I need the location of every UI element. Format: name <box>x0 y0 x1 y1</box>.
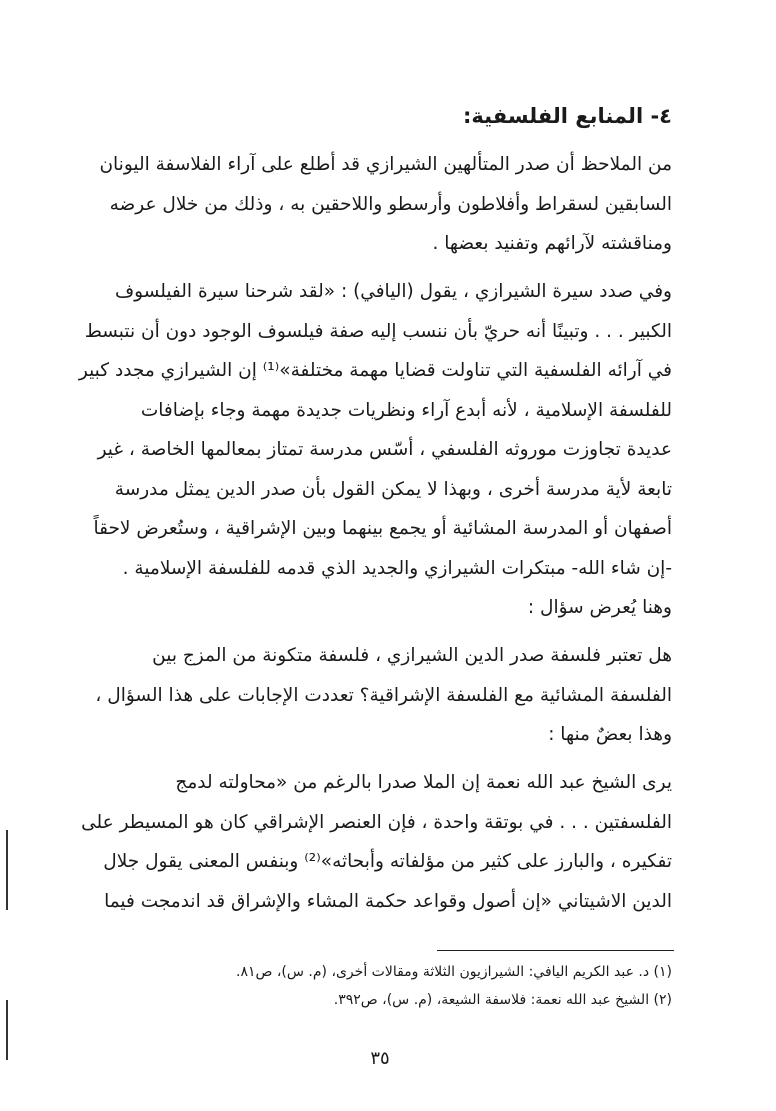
text-line: من الملاحظ أن صدر المتألهين الشيرازي قد أطلع على آراء الفلاسفة اليونان <box>99 154 672 175</box>
footnote-divider <box>437 950 674 951</box>
footnote-1: (١) د. عبد الكريم اليافي: الشيرازيون الثلاثة ومقالات أخرى، (م. س)، ص٨١. <box>236 964 672 980</box>
text-line: في آرائه الفلسفية التي تناولت قضايا مهمة مختلفة»⁽¹⁾ إن الشيرازي مجدد كبير <box>78 360 672 381</box>
text-line: ومناقشته لآرائهم وتفنيد بعضها . <box>432 233 672 254</box>
text-line: وهذا بعضٌ منها : <box>548 724 672 745</box>
paragraph-1 <box>60 145 672 264</box>
footnotes <box>140 958 672 1014</box>
footnote-2: (٢) الشيخ عبد الله نعمة: فلاسفة الشيعة، (م. س)، ص٣٩٢. <box>333 992 672 1008</box>
text-line: الفلسفتين . . . في بوتقة واحدة ، فإن العنصر الإشراقي كان هو المسيطر على <box>81 811 672 833</box>
text-line: وهنا يُعرض سؤال : <box>527 597 672 618</box>
text-line: الفلسفة المشائية مع الفلسفة الإشراقية؟ تعددت الإجابات على هذا السؤال ، <box>95 684 672 706</box>
page-number: ٣٥ <box>370 1048 390 1069</box>
text-line: أصفهان أو المدرسة المشائية أو يجمع بينهما وبين الإشراقية ، وستُعرض لاحقاً <box>93 518 672 539</box>
text-line: يرى الشيخ عبد الله نعمة إن الملا صدرا بالرغم من «محاولته لدمج <box>175 772 672 793</box>
text-line: تابعة لأية مدرسة أخرى ، وبهذا لا يمكن القول بأن صدر الدين يمثل مدرسة <box>114 478 672 500</box>
text-line: الدين الاشيتاني «إن أصول وقواعد حكمة المشاء والإشراق قد اندمجت فيما <box>104 890 672 912</box>
text-line: -إن شاء الله- مبتكرات الشيرازي والجديد الذي قدمه للفلسفة الإسلامية . <box>122 557 672 579</box>
text-line: وفي صدد سيرة الشيرازي ، يقول (اليافي) : «لقد شرحنا سيرة الفيلسوف <box>114 281 672 302</box>
scan-edge-mark <box>6 830 8 910</box>
text-line: للفلسفة الإسلامية ، لأنه أبدع آراء ونظريات جديدة مهمة وجاء بإضافات <box>140 399 672 421</box>
text-line: عديدة تجاوزت موروثه الفلسفي ، أسّس مدرسة تمتاز بمعالمها الخاصة ، غير <box>97 439 672 460</box>
paragraph-2 <box>60 272 672 628</box>
text-line: السابقين لسقراط وأفلاطون وأرسطو واللاحقين به ، وذلك من خلال عرضه <box>109 193 672 215</box>
paragraph-3 <box>60 636 672 755</box>
text-line: تفكيره ، والبارز على كثير من مؤلفاته وأبحاثه»⁽²⁾ وبنفس المعنى يقول جلال <box>103 851 672 872</box>
text-line: هل تعتبر فلسفة صدر الدين الشيرازي ، فلسفة متكونة من المزج بين <box>152 645 672 666</box>
text-line: الكبير . . . وتبينًا أنه حريّ بأن ننسب إليه صفة فيلسوف الوجود دون أن نتبسط <box>84 320 672 342</box>
scan-edge-mark <box>6 1000 8 1060</box>
paragraph-4 <box>60 763 672 921</box>
section-heading: ٤- المنابع الفلسفية: <box>463 104 672 128</box>
